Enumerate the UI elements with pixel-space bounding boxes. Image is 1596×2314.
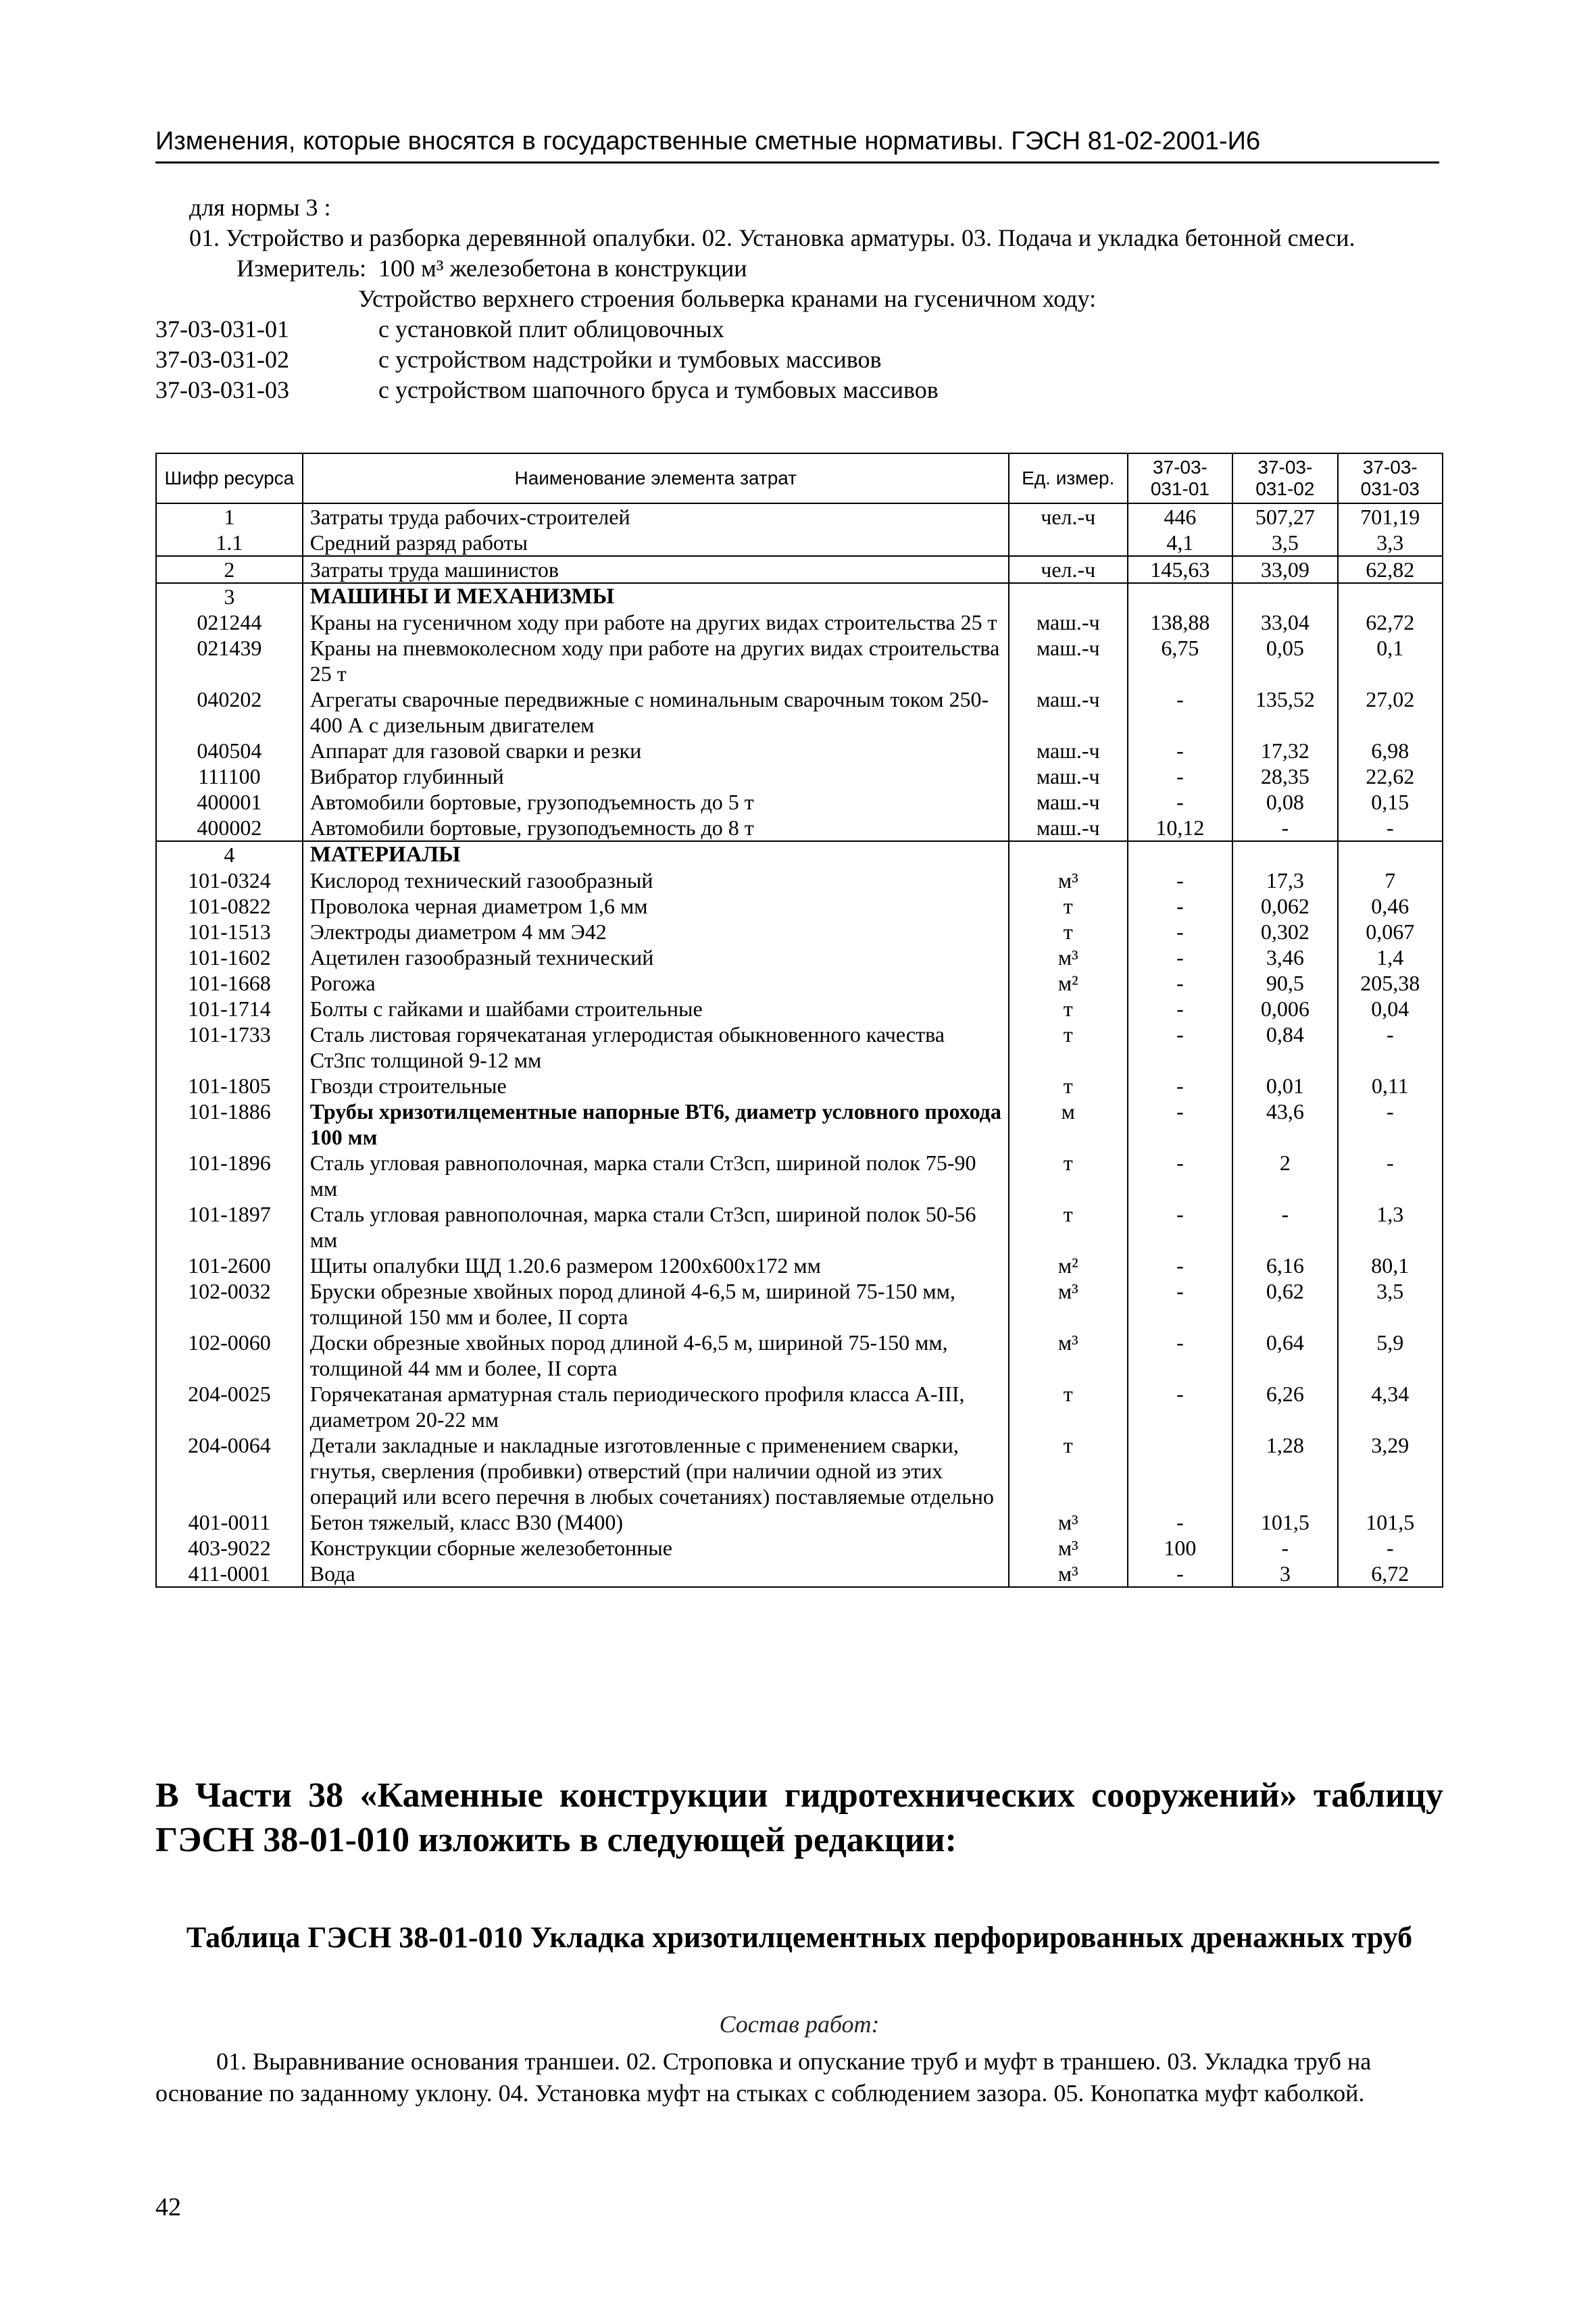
cell-norm-2: 2 (1232, 1150, 1337, 1201)
table-row (156, 583, 1443, 609)
table-row (156, 1150, 1443, 1201)
table-row (156, 556, 1443, 583)
cell-norm-3: 5,9 (1338, 1330, 1443, 1381)
cell-norm-2: 28,35 (1232, 763, 1337, 789)
operations-text: 01. Устройство и разборка деревянной опалубки. 02. Установка арматуры. 03. Подача и укладка бетонной смеси. (189, 224, 1355, 251)
cell-unit: м³ (1009, 1561, 1128, 1587)
cell-norm-1: 4,1 (1128, 530, 1232, 556)
cell-norm-3: 1,4 (1338, 945, 1443, 970)
cell-code: 101-1897 (156, 1201, 303, 1253)
measure-value: 100 м³ железобетона в конструкции (378, 255, 747, 282)
norm-code-text: с устройством шапочного бруса и тумбовых массивов (378, 376, 939, 403)
cell-unit: маш.-ч (1009, 789, 1128, 815)
cell-name: Бетон тяжелый, класс В30 (М400) (303, 1509, 1009, 1535)
cell-norm-2: 0,01 (1232, 1073, 1337, 1099)
cell-norm-2: - (1232, 815, 1337, 841)
cell-norm-1: 138,88 (1128, 609, 1232, 635)
cell-norm-2: 0,302 (1232, 919, 1337, 945)
cell-norm-1: - (1128, 1022, 1232, 1073)
cell-norm-2: 33,04 (1232, 609, 1337, 635)
cell-norm-3: 62,72 (1338, 609, 1443, 635)
table-row (156, 1330, 1443, 1381)
cell-unit: т (1009, 1432, 1128, 1509)
cell-norm-3: 0,11 (1338, 1073, 1443, 1099)
cell-name: Гвозди строительные (303, 1073, 1009, 1099)
table-row (156, 503, 1443, 530)
cell-norm-1: 446 (1128, 503, 1232, 530)
cell-norm-3: 0,15 (1338, 789, 1443, 815)
cell-code: 3 (156, 583, 303, 609)
cell-code: 101-1886 (156, 1099, 303, 1150)
cell-code: 101-0822 (156, 893, 303, 919)
cell-name: Конструкции сборные железобетонные (303, 1535, 1009, 1561)
cell-norm-1 (1128, 841, 1232, 867)
cell-norm-1: 145,63 (1128, 556, 1232, 583)
cell-code: 111100 (156, 763, 303, 789)
cell-norm-3: 1,3 (1338, 1201, 1443, 1253)
cell-name: Щиты опалубки ЩД 1.20.6 размером 1200х600х172 мм (303, 1253, 1009, 1278)
table-row (156, 996, 1443, 1022)
for-norm-label: для нормы 3 : (189, 194, 331, 221)
cell-norm-1: - (1128, 1330, 1232, 1381)
norm-code: 37-03-031-02 (155, 346, 289, 373)
cell-norm-2: 507,27 (1232, 503, 1337, 530)
table-row (156, 635, 1443, 686)
cell-norm-3: 27,02 (1338, 686, 1443, 738)
cell-name: Электроды диаметром 4 мм Э42 (303, 919, 1009, 945)
running-header: Изменения, которые вносятся в государственные сметные нормативы. ГЭСН 81-02-2001-И6 (155, 127, 1439, 164)
cell-unit (1009, 530, 1128, 556)
header-norm-1: 37-03-031-01 (1128, 453, 1232, 503)
table-row (156, 738, 1443, 763)
cell-name: Средний разряд работы (303, 530, 1009, 556)
cell-name: Трубы хризотилцементные напорные ВТ6, диаметр условного прохода 100 мм (303, 1099, 1009, 1150)
composition-text: 01. Выравнивание основания траншеи. 02. Строповка и опускание труб и муфт в траншею. 03. Укладка труб на основание по заданному уклону. 04. Установка муфт на стыках с соблюдением зазора. 05. Конопатка муфт каболкой. (155, 2048, 1372, 2107)
cell-norm-2: 6,16 (1232, 1253, 1337, 1278)
cell-unit: т (1009, 996, 1128, 1022)
cell-norm-3: 7 (1338, 867, 1443, 893)
cell-unit: т (1009, 1022, 1128, 1073)
cell-norm-3: 101,5 (1338, 1509, 1443, 1535)
cell-norm-2: 0,64 (1232, 1330, 1337, 1381)
composition-label: Состав работ: (719, 2011, 880, 2038)
cell-unit: м³ (1009, 945, 1128, 970)
cell-name: Доски обрезные хвойных пород длиной 4-6,5 м, шириной 75-150 мм, толщиной 44 мм и более, II сорта (303, 1330, 1009, 1381)
cell-norm-1: - (1128, 867, 1232, 893)
norm-description: Устройство верхнего строения больверка кранами на гусеничном ходу: (358, 285, 1097, 312)
table-row (156, 1099, 1443, 1150)
table-row (156, 945, 1443, 970)
table-row (156, 815, 1443, 841)
cell-code: 040504 (156, 738, 303, 763)
cell-unit: т (1009, 919, 1128, 945)
cell-name: Горячекатаная арматурная сталь периодического профиля класса А-III, диаметром 20-22 мм (303, 1381, 1009, 1432)
header-code: Шифр ресурса (156, 453, 303, 503)
cell-norm-1: - (1128, 1253, 1232, 1278)
page-number: 42 (155, 2193, 181, 2221)
table-header-row (156, 453, 1443, 503)
norm-code: 37-03-031-03 (155, 376, 289, 403)
norm-code-row (155, 345, 1439, 375)
cell-name: Вода (303, 1561, 1009, 1587)
cell-unit: т (1009, 1150, 1128, 1201)
cell-name: Рогожа (303, 970, 1009, 996)
cell-name: Бруски обрезные хвойных пород длиной 4-6,5 м, шириной 75-150 мм, толщиной 150 мм и более, II сорта (303, 1278, 1009, 1330)
cell-name: Краны на пневмоколесном ходу при работе на других видах строительства 25 т (303, 635, 1009, 686)
cell-code: 1 (156, 503, 303, 530)
cell-norm-3: 4,34 (1338, 1381, 1443, 1432)
cell-norm-3: 0,067 (1338, 919, 1443, 945)
cell-unit: т (1009, 1381, 1128, 1432)
cell-norm-3 (1338, 583, 1443, 609)
cell-unit: м³ (1009, 1509, 1128, 1535)
cell-code: 101-1513 (156, 919, 303, 945)
cell-code: 411-0001 (156, 1561, 303, 1587)
cell-norm-1: - (1128, 738, 1232, 763)
table-row (156, 789, 1443, 815)
cell-norm-1: - (1128, 893, 1232, 919)
cell-norm-2: 0,08 (1232, 789, 1337, 815)
cell-name: Сталь листовая горячекатаная углеродистая обыкновенного качества Ст3пс толщиной 9-12 мм (303, 1022, 1009, 1073)
cell-norm-2: 0,062 (1232, 893, 1337, 919)
cell-norm-2: 0,006 (1232, 996, 1337, 1022)
table-row (156, 867, 1443, 893)
cell-name: Вибратор глубинный (303, 763, 1009, 789)
cell-norm-3: 6,98 (1338, 738, 1443, 763)
cell-code: 102-0060 (156, 1330, 303, 1381)
table-row (156, 763, 1443, 789)
cell-norm-2: 43,6 (1232, 1099, 1337, 1150)
table-row (156, 970, 1443, 996)
table-row (156, 686, 1443, 738)
header-name: Наименование элемента затрат (303, 453, 1009, 503)
cell-name: Детали закладные и накладные изготовленные с применением сварки, гнутья, сверления (пробивки) отверстий (при наличии одной из этих операций или всего перечня в любых сочетаниях) поставляемые отдельно (303, 1432, 1009, 1509)
cell-norm-2: 0,84 (1232, 1022, 1337, 1073)
cell-name: Автомобили бортовые, грузоподъемность до 5 т (303, 789, 1009, 815)
cell-unit: м³ (1009, 867, 1128, 893)
cell-name: Затраты труда машинистов (303, 556, 1009, 583)
cell-norm-2: 17,3 (1232, 867, 1337, 893)
cell-norm-3: 6,72 (1338, 1561, 1443, 1587)
cell-name: Затраты труда рабочих-строителей (303, 503, 1009, 530)
cell-norm-2: 135,52 (1232, 686, 1337, 738)
cell-norm-1: - (1128, 1201, 1232, 1253)
cell-norm-3: 0,1 (1338, 635, 1443, 686)
cell-norm-1 (1128, 583, 1232, 609)
cell-norm-1: 10,12 (1128, 815, 1232, 841)
cell-code: 021244 (156, 609, 303, 635)
cell-name: МАТЕРИАЛЫ (303, 841, 1009, 867)
cell-norm-3: 80,1 (1338, 1253, 1443, 1278)
cell-name: Агрегаты сварочные передвижные с номинальным сварочным током 250-400 А с дизельным двигателем (303, 686, 1009, 738)
cell-norm-3: - (1338, 1150, 1443, 1201)
cell-norm-1: - (1128, 945, 1232, 970)
cell-norm-1: - (1128, 1561, 1232, 1587)
cell-code: 1.1 (156, 530, 303, 556)
cell-name: Сталь угловая равнополочная, марка стали Ст3сп, шириной полок 75-90 мм (303, 1150, 1009, 1201)
cell-code: 101-1668 (156, 970, 303, 996)
header-unit: Ед. измер. (1009, 453, 1128, 503)
cell-norm-1: - (1128, 1150, 1232, 1201)
cell-code: 101-1805 (156, 1073, 303, 1099)
cell-norm-1: - (1128, 789, 1232, 815)
cell-unit: м (1009, 1099, 1128, 1150)
cell-unit: маш.-ч (1009, 609, 1128, 635)
cell-unit (1009, 841, 1128, 867)
cell-norm-3: 3,5 (1338, 1278, 1443, 1330)
cell-unit: маш.-ч (1009, 686, 1128, 738)
table-row (156, 1432, 1443, 1509)
cell-name: Краны на гусеничном ходу при работе на других видах строительства 25 т (303, 609, 1009, 635)
cell-norm-1 (1128, 1432, 1232, 1509)
cell-norm-2: 3,46 (1232, 945, 1337, 970)
cell-norm-3: - (1338, 1535, 1443, 1561)
cell-norm-3: - (1338, 1099, 1443, 1150)
cell-code: 101-1896 (156, 1150, 303, 1201)
cell-code: 040202 (156, 686, 303, 738)
cell-name: Болты с гайками и шайбами строительные (303, 996, 1009, 1022)
cell-unit (1009, 583, 1128, 609)
cell-code: 021439 (156, 635, 303, 686)
cell-name: Аппарат для газовой сварки и резки (303, 738, 1009, 763)
table-row (156, 893, 1443, 919)
cell-code: 403-9022 (156, 1535, 303, 1561)
cell-norm-1: 100 (1128, 1535, 1232, 1561)
cell-norm-1: - (1128, 1509, 1232, 1535)
cell-norm-3: 701,19 (1338, 503, 1443, 530)
table-row (156, 609, 1443, 635)
cell-norm-2 (1232, 841, 1337, 867)
cell-norm-2: 101,5 (1232, 1509, 1337, 1535)
cell-unit: м³ (1009, 1330, 1128, 1381)
cell-code: 400001 (156, 789, 303, 815)
cell-norm-2: 0,62 (1232, 1278, 1337, 1330)
resources-table (155, 453, 1443, 1588)
cell-norm-3: 3,29 (1338, 1432, 1443, 1509)
cell-norm-3 (1338, 841, 1443, 867)
cell-norm-3: 3,3 (1338, 530, 1443, 556)
cell-norm-2: 6,26 (1232, 1381, 1337, 1432)
cell-code: 204-0064 (156, 1432, 303, 1509)
cell-unit: маш.-ч (1009, 635, 1128, 686)
table-row (156, 1022, 1443, 1073)
cell-norm-2: - (1232, 1201, 1337, 1253)
cell-code: 401-0011 (156, 1509, 303, 1535)
cell-norm-2: 0,05 (1232, 635, 1337, 686)
cell-code: 101-1714 (156, 996, 303, 1022)
cell-norm-2: 3,5 (1232, 530, 1337, 556)
cell-unit: м² (1009, 970, 1128, 996)
table-row (156, 1278, 1443, 1330)
table-row (156, 841, 1443, 867)
cell-unit: маш.-ч (1009, 738, 1128, 763)
table-body (156, 503, 1443, 1587)
cell-code: 101-1602 (156, 945, 303, 970)
table-row (156, 1535, 1443, 1561)
cell-unit: м³ (1009, 1278, 1128, 1330)
cell-norm-2: 1,28 (1232, 1432, 1337, 1509)
cell-unit: чел.-ч (1009, 556, 1128, 583)
cell-norm-1: - (1128, 1381, 1232, 1432)
header-norm-2: 37-03-031-02 (1232, 453, 1337, 503)
cell-norm-3: - (1338, 815, 1443, 841)
table-row (156, 919, 1443, 945)
cell-norm-1: - (1128, 1099, 1232, 1150)
cell-unit: м² (1009, 1253, 1128, 1278)
cell-name: МАШИНЫ И МЕХАНИЗМЫ (303, 583, 1009, 609)
section-heading: В Части 38 «Каменные конструкции гидротехнических сооружений» таблицу ГЭСН 38-01-010 изложить в следующей редакции: (155, 1776, 1443, 1859)
cell-norm-3: - (1338, 1022, 1443, 1073)
table-title: Таблица ГЭСН 38-01-010 Укладка хризотилцементных перфорированных дренажных труб (186, 1921, 1413, 1954)
table-row (156, 1253, 1443, 1278)
norm-code-row (155, 314, 1439, 345)
cell-code: 102-0032 (156, 1278, 303, 1330)
cell-norm-1: - (1128, 919, 1232, 945)
cell-unit: чел.-ч (1009, 503, 1128, 530)
table-row (156, 1381, 1443, 1432)
cell-norm-2: 3 (1232, 1561, 1337, 1587)
cell-norm-2 (1232, 583, 1337, 609)
cell-norm-2: 17,32 (1232, 738, 1337, 763)
cell-unit: т (1009, 1073, 1128, 1099)
measure-label: Измеритель: (236, 255, 366, 282)
table-row (156, 1509, 1443, 1535)
cell-name: Проволока черная диаметром 1,6 мм (303, 893, 1009, 919)
cell-norm-1: - (1128, 763, 1232, 789)
cell-code: 101-2600 (156, 1253, 303, 1278)
cell-norm-1: - (1128, 686, 1232, 738)
cell-name: Ацетилен газообразный технический (303, 945, 1009, 970)
norm-code: 37-03-031-01 (155, 316, 289, 343)
cell-code: 101-0324 (156, 867, 303, 893)
cell-norm-3: 62,82 (1338, 556, 1443, 583)
cell-code: 4 (156, 841, 303, 867)
cell-unit: т (1009, 893, 1128, 919)
norm-code-text: с установкой плит облицовочных (378, 316, 724, 343)
cell-norm-1: - (1128, 1278, 1232, 1330)
cell-code: 101-1733 (156, 1022, 303, 1073)
cell-norm-1: - (1128, 1073, 1232, 1099)
cell-code: 204-0025 (156, 1381, 303, 1432)
cell-name: Автомобили бортовые, грузоподъемность до 8 т (303, 815, 1009, 841)
cell-name: Кислород технический газообразный (303, 867, 1009, 893)
table-row (156, 1073, 1443, 1099)
cell-code: 2 (156, 556, 303, 583)
cell-name: Сталь угловая равнополочная, марка стали Ст3сп, шириной полок 50-56 мм (303, 1201, 1009, 1253)
cell-norm-1: - (1128, 996, 1232, 1022)
norm-intro (155, 193, 1439, 405)
cell-norm-2: 33,09 (1232, 556, 1337, 583)
measure-row (155, 253, 1439, 284)
cell-norm-3: 22,62 (1338, 763, 1443, 789)
cell-norm-1: 6,75 (1128, 635, 1232, 686)
cell-norm-3: 0,46 (1338, 893, 1443, 919)
composition-text-block (155, 2046, 1443, 2109)
norm-code-text: с устройством надстройки и тумбовых массивов (378, 346, 882, 373)
cell-code: 400002 (156, 815, 303, 841)
norm-code-row (155, 375, 1439, 405)
table-row (156, 530, 1443, 556)
cell-unit: маш.-ч (1009, 763, 1128, 789)
cell-norm-1: - (1128, 970, 1232, 996)
table-row (156, 1561, 1443, 1587)
table-row (156, 1201, 1443, 1253)
cell-norm-3: 205,38 (1338, 970, 1443, 996)
cell-unit: т (1009, 1201, 1128, 1253)
cell-unit: м³ (1009, 1535, 1128, 1561)
header-norm-3: 37-03-031-03 (1338, 453, 1443, 503)
cell-norm-2: - (1232, 1535, 1337, 1561)
cell-unit: маш.-ч (1009, 815, 1128, 841)
cell-norm-3: 0,04 (1338, 996, 1443, 1022)
cell-norm-2: 90,5 (1232, 970, 1337, 996)
